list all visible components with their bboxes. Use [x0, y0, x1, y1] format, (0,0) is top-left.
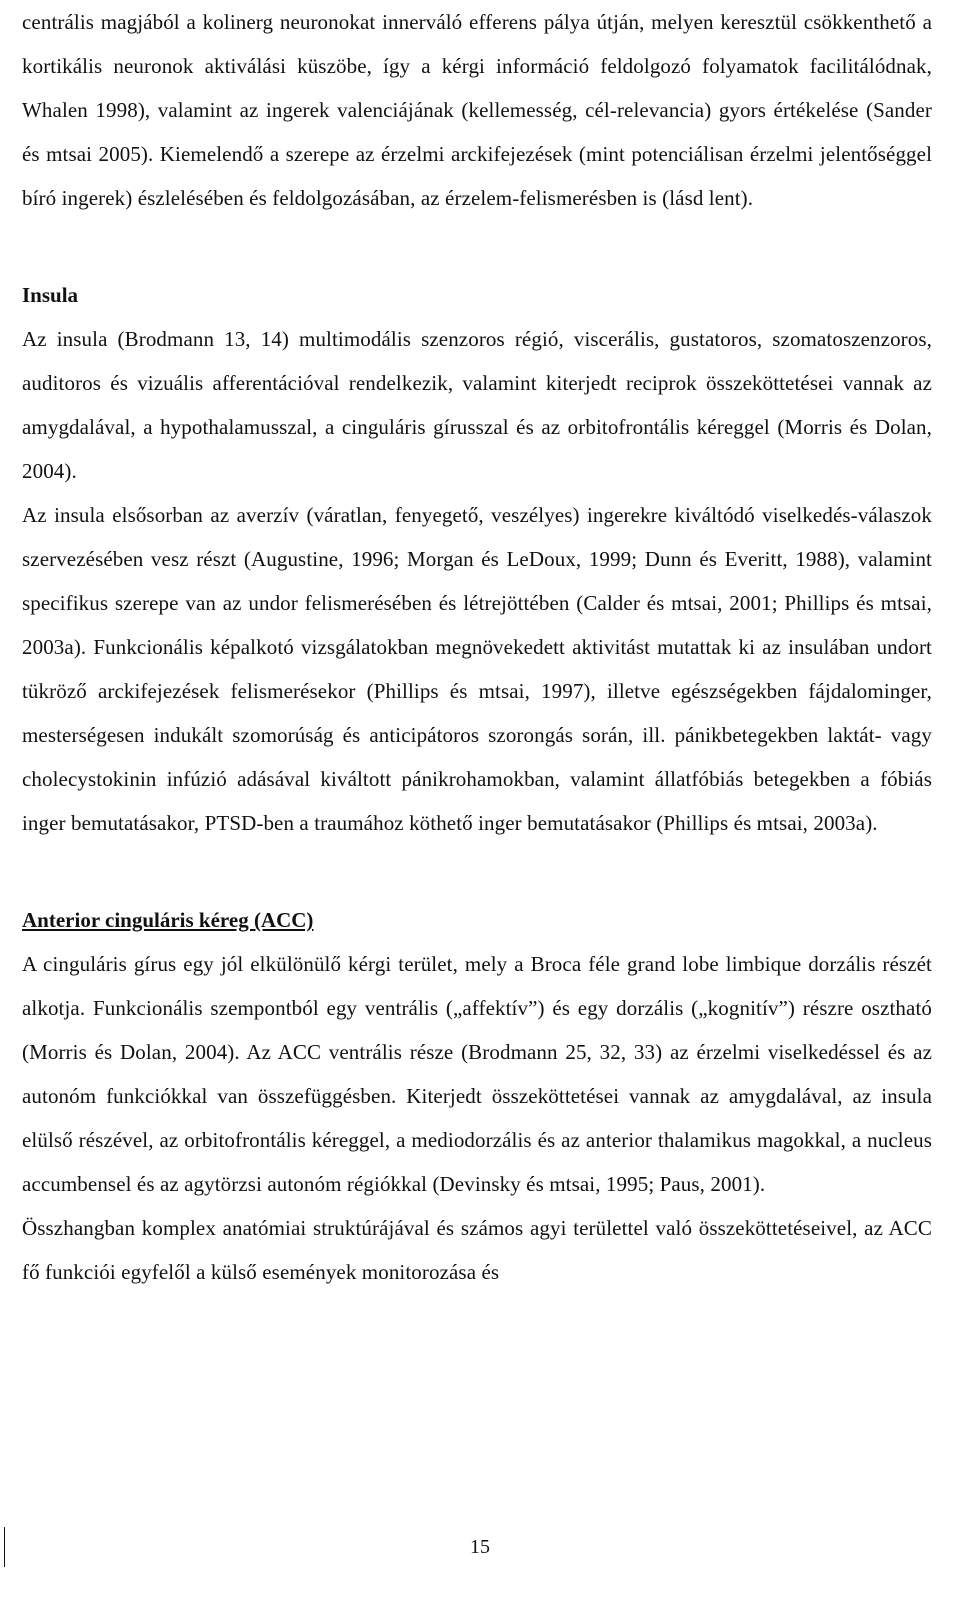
section-heading-insula: Insula	[22, 283, 79, 307]
intro-paragraph: centrális magjából a kolinerg neuronokat innerváló efferens pálya útján, melyen keresztül csökkenthető a kortikális neuronok aktiválási küszöbe, így a kérgi információ feldolgozó folyamatok facilitálódnak, Whalen 1998), valamint az ingerek valenciájának (kellemesség, cél-relevancia) gyors értékelése (Sander és mtsai 2005). Kiemelendő a szerepe az érzelmi arckifejezések (mint potenciálisan érzelmi jelentőséggel bíró ingerek) észlelésében és feldolgozásában, az érzelem-felismerésben is (lásd lent).	[22, 10, 932, 210]
insula-paragraph-1: Az insula (Brodmann 13, 14) multimodális szenzoros régió, viscerális, gustatoros, szomatoszenzoros, auditoros és vizuális afferentációval rendelkezik, valamint kiterjedt reciprok összeköttetései vannak az amygdalával, a hypothalamusszal, a cinguláris gírusszal és az orbitofrontális kéreggel (Morris és Dolan, 2004).	[22, 327, 932, 483]
acc-paragraph-1: A cinguláris gírus egy jól elkülönülő kérgi terület, mely a Broca féle grand lobe limbique dorzális részét alkotja. Funkcionális szempontból egy ventrális („affektív”) és egy dorzális („kognitív”) részre osztható (Morris és Dolan, 2004). Az ACC ventrális része (Brodmann 25, 32, 33) az érzelmi viselkedéssel és az autonóm funkciókkal van összefüggésben. Kiterjedt összeköttetései vannak az amygdalával, az insula elülső részével, az orbitofrontális kéreggel, a mediodorzális és az anterior thalamikus magokkal, a nucleus accumbensel és az agytörzsi autonóm régiókkal (Devinsky és mtsai, 1995; Paus, 2001).	[22, 952, 932, 1196]
page-number: 15	[470, 1536, 490, 1558]
document-page	[22, 0, 932, 1294]
insula-paragraph-2: Az insula elsősorban az averzív (váratlan, fenyegető, veszélyes) ingerekre kiváltódó viselkedés-válaszok szervezésében vesz részt (Augustine, 1996; Morgan és LeDoux, 1999; Dunn és Everitt, 1988), valamint specifikus szerepe van az undor felismerésében és létrejöttében (Calder és mtsai, 2001; Phillips és mtsai, 2003a). Funkcionális képalkotó vizsgálatokban megnövekedett aktivitást mutattak ki az insulában undort tükröző arckifejezések felismerésekor (Phillips és mtsai, 1997), illetve egészségekben fájdalominger, mesterségesen indukált szomorúság és anticipátoros szorongás során, ill. pánikbetegekben laktát- vagy cholecystokinin infúzió adásával kiváltott pánikrohamokban, valamint állatfóbiás betegekben a fóbiás inger bemutatásakor, PTSD-ben a traumához köthető inger bemutatásakor (Phillips és mtsai, 2003a).	[22, 503, 932, 835]
acc-paragraph-2: Összhangban komplex anatómiai struktúrájával és számos agyi területtel való összeköttetéseivel, az ACC fő funkciói egyfelől a külső események monitorozása és	[22, 1216, 932, 1284]
section-heading-acc: Anterior cinguláris kéreg (ACC)	[22, 908, 314, 932]
